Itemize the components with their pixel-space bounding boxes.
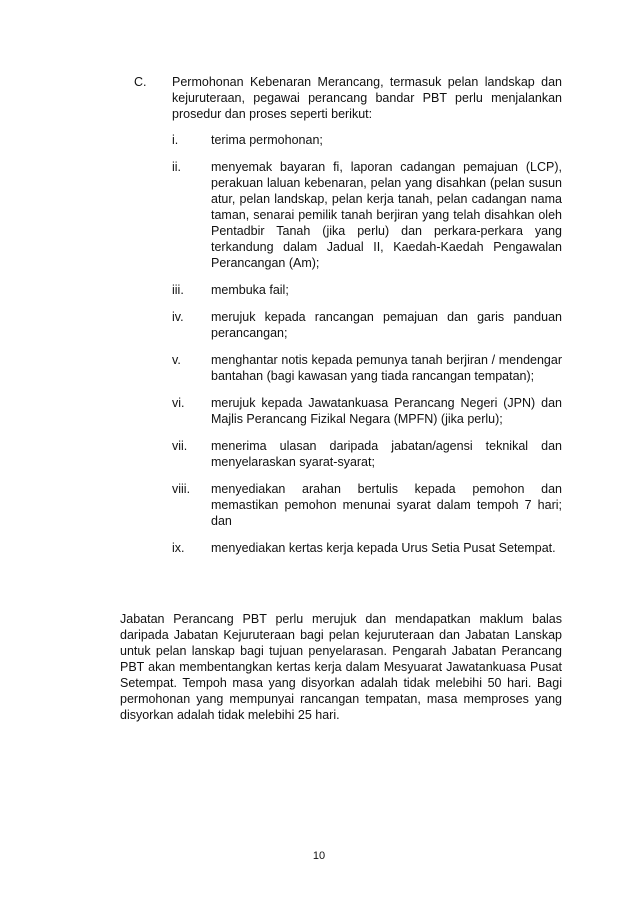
section-intro: Permohonan Kebenaran Merancang, termasuk pelan landskap dan kejuruteraan, pegawai perancang bandar PBT perlu menjalankan prosedur dan proses seperti berikut: (172, 75, 562, 121)
list-item-ii (172, 159, 562, 271)
list-item-ix (172, 540, 562, 556)
procedure-list (172, 132, 562, 556)
list-item-number: iv. (172, 310, 184, 324)
list-item-number: vi. (172, 396, 185, 410)
list-item-text: merujuk kepada Jawatankuasa Perancang Negeri (JPN) dan Majlis Perancang Fizikal Negara (MPFN) (jika perlu); (211, 396, 562, 426)
list-item-v (172, 352, 562, 384)
list-item-iii (172, 282, 562, 298)
list-item-i (172, 132, 562, 148)
list-item-text: menghantar notis kepada pemunya tanah berjiran / mendengar bantahan (bagi kawasan yang tiada rancangan tempatan); (211, 353, 562, 383)
list-item-number: ix. (172, 541, 185, 555)
list-item-vii (172, 438, 562, 470)
section-body (172, 74, 562, 567)
section-c (134, 74, 562, 567)
list-item-text: merujuk kepada rancangan pemajuan dan garis panduan perancangan; (211, 310, 562, 340)
page-number: 10 (312, 850, 326, 862)
list-item-number: vii. (172, 439, 188, 453)
list-item-text: membuka fail; (211, 283, 289, 297)
list-item-number: iii. (172, 283, 184, 297)
body-paragraph: Jabatan Perancang PBT perlu merujuk dan mendapatkan maklum balas daripada Jabatan Kejuruteraan bagi pelan kejuruteraan dan Jabatan Lanskap untuk pelan lanskap bagi tujuan penyelarasan. Pengarah Jabatan Perancang PBT akan membentangkan kertas kerja dalam Mesyuarat Jawatankuasa Pusat Setempat. Tempoh masa yang disyorkan adalah tidak melebihi 50 hari. Bagi permohonan yang mempunyai rancangan tempatan, masa memproses yang disyorkan adalah tidak melebihi 25 hari. (120, 612, 562, 722)
list-item-viii (172, 481, 562, 529)
section-letter: C. (134, 75, 147, 89)
list-item-text: menyediakan arahan bertulis kepada pemohon dan memastikan pemohon menunai syarat dalam tempoh 7 hari; dan (211, 482, 562, 528)
list-item-vi (172, 395, 562, 427)
list-item-text: menyemak bayaran fi, laporan cadangan pemajuan (LCP), perakuan laluan kebenaran, pelan yang disahkan (pelan susun atur, pelan landskap, pelan kerja tanah, pelan cadangan nama taman, senarai pemilik tanah berjiran yang telah disahkan oleh Pentadbir Tanah (jika perlu) dan perkara-perkara yang terkandung dalam Jadual II, Kaedah-Kaedah Pengawalan Perancangan (Am); (211, 160, 562, 270)
list-item-text: menyediakan kertas kerja kepada Urus Setia Pusat Setempat. (211, 541, 556, 555)
list-item-text: menerima ulasan daripada jabatan/agensi teknikal dan menyelaraskan syarat-syarat; (211, 439, 562, 469)
list-item-number: v. (172, 353, 181, 367)
list-item-text: terima permohonan; (211, 133, 323, 147)
list-item-number: ii. (172, 160, 182, 174)
list-item-number: viii. (172, 482, 191, 496)
section-row (134, 74, 562, 567)
list-item-iv (172, 309, 562, 341)
list-item-number: i. (172, 133, 179, 147)
